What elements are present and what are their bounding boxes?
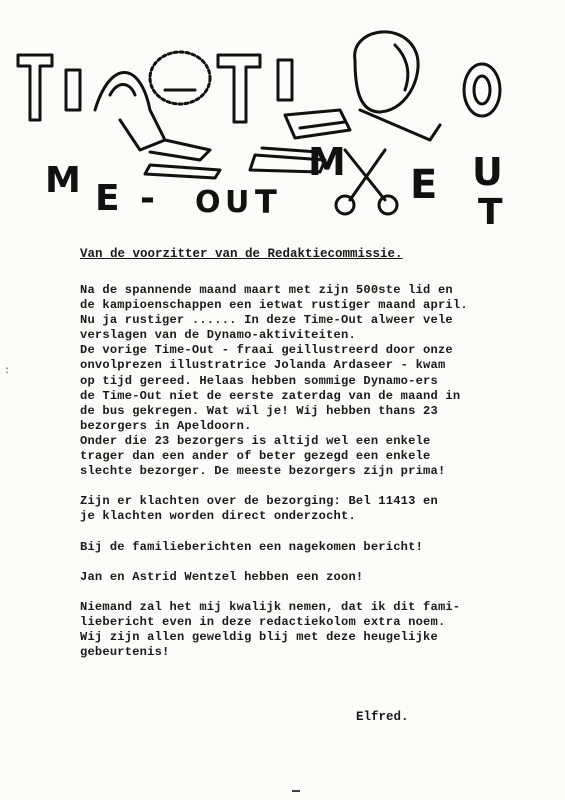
body-line: verslagen van de Dynamo-aktiviteiten. — [80, 328, 356, 343]
body-line: de Time-Out niet de eerste zaterdag van de maand in — [80, 388, 461, 403]
body-line: Na de spannende maand maart met zijn 500ste lid en — [80, 283, 453, 297]
margin-mark: : — [4, 366, 11, 377]
body-line: liebericht even in deze redactiekolom extra noem. — [80, 615, 446, 630]
masthead — [0, 0, 565, 240]
body-line: Nu ja rustiger ...... In deze Time-Out alweer vele — [80, 313, 453, 328]
masthead-letter-e: M — [45, 160, 81, 201]
body-line: Niemand zal het mij kwalijk nemen, dat ik dit fami- — [80, 599, 461, 614]
body-line: Wij zijn allen geweldig blij met deze heugelijke — [80, 630, 438, 645]
masthead-letter-u: U — [225, 185, 250, 220]
paragraph-gap — [80, 525, 540, 540]
masthead-letter-t: T — [478, 192, 503, 233]
body-line: Bij de familieberichten een nagekomen bericht! — [80, 539, 424, 554]
body-line: trager dan een ander of beter gezegd een enkele — [80, 449, 431, 464]
masthead-letter-m: M — [308, 140, 346, 184]
body-line: bezorgers in Apeldoorn. — [80, 418, 252, 433]
masthead-letter-e: E — [95, 178, 120, 219]
body-line: De vorige Time-Out - fraai geillustreerd door onze — [80, 343, 453, 358]
masthead-letter-o: O — [195, 185, 221, 220]
article-heading: Van de voorzitter van de Redaktiecommissie. — [80, 247, 403, 261]
body-line: je klachten worden direct onderzocht. — [80, 509, 356, 524]
body-line: slechte bezorger. De meeste bezorgers zijn prima! — [80, 464, 446, 479]
paragraph-gap — [80, 555, 540, 570]
masthead-letter-t: T — [255, 183, 277, 221]
article-body — [80, 283, 540, 660]
masthead-letter-dash: - — [140, 178, 155, 219]
masthead-letter-u: U — [472, 150, 503, 194]
paragraph-gap — [80, 479, 540, 494]
body-line: onvolprezen illustratrice Jolanda Ardaseer - kwam — [80, 358, 446, 373]
paragraph-gap — [80, 585, 540, 600]
masthead-letter-e: E — [410, 162, 438, 208]
body-line: Onder die 23 bezorgers is altijd wel een enkele — [80, 433, 431, 448]
body-line: Jan en Astrid Wentzel hebben een zoon! — [80, 569, 364, 584]
body-line: op tijd gereed. Helaas hebben sommige Dynamo-ers — [80, 373, 438, 388]
body-line: Zijn er klachten over de bezorging: Bel 11413 en — [80, 494, 438, 509]
bottom-mark — [292, 790, 300, 792]
body-line: de bus gekregen. Wat wil je! Wij hebben thans 23 — [80, 403, 438, 418]
body-line: gebeurtenis! — [80, 645, 170, 660]
signature: Elfred. — [356, 710, 409, 724]
body-line: de kampioenschappen een ietwat rustiger maand april. — [80, 298, 468, 313]
